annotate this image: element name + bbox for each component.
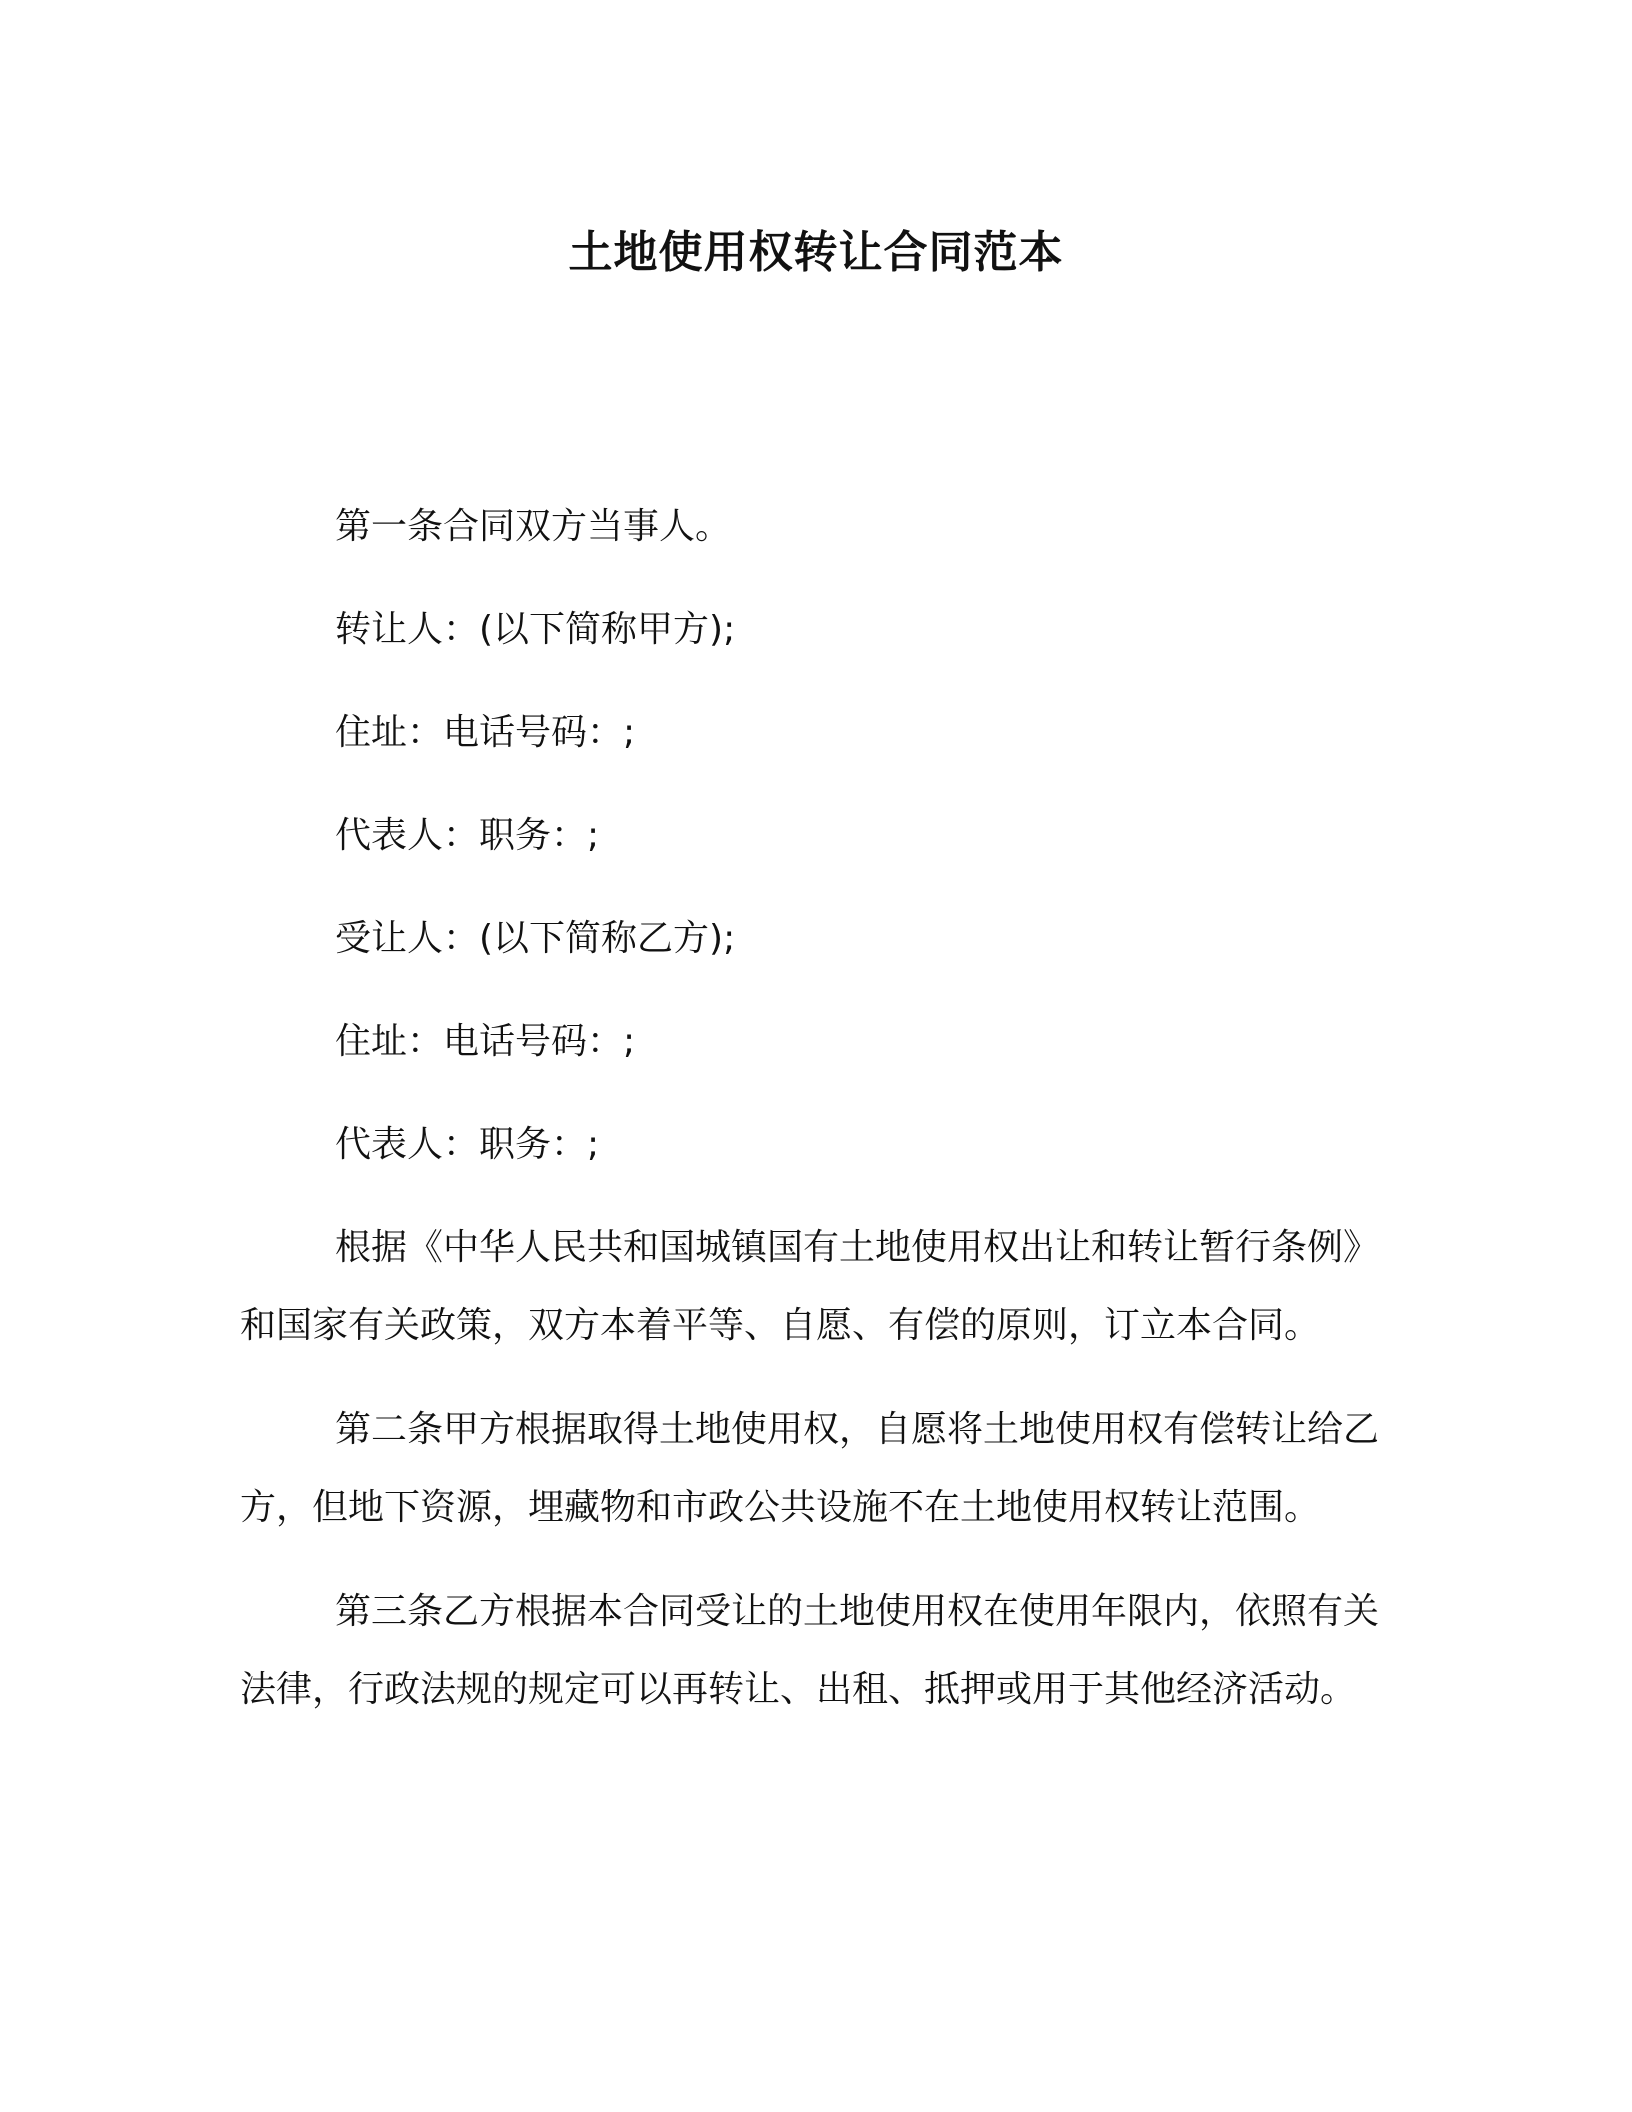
paragraph-article-1: 第一条合同双方当事人。 [335,506,732,547]
paragraph-transferee-representative: 代表人：职务：; [335,1124,600,1165]
document-body [240,488,1400,1729]
paragraph-transferor-address: 住址：电话号码：; [335,712,636,753]
paragraph-transferor: 转让人：(以下简称甲方); [335,609,736,650]
paragraph-legal-basis: 根据《中华人民共和国城镇国有土地使用权出让和转让暂行条例》和国家有关政策，双方本着平等、自愿、有偿的原则，订立本合同。 [240,1227,1380,1346]
paragraph-article-3: 第三条乙方根据本合同受让的土地使用权在使用年限内，依照有关法律，行政法规的规定可以再转让、出租、抵押或用于其他经济活动。 [240,1591,1380,1710]
document-title: 土地使用权转让合同范本 [568,227,1064,278]
paragraph-transferee-address: 住址：电话号码：; [335,1021,636,1062]
paragraph-article-2: 第二条甲方根据取得土地使用权，自愿将土地使用权有偿转让给乙方，但地下资源，埋藏物和市政公共设施不在土地使用权转让范围。 [240,1409,1380,1528]
paragraph-transferor-representative: 代表人：职务：; [335,815,600,856]
paragraph-transferee: 受让人：(以下简称乙方); [335,918,736,959]
